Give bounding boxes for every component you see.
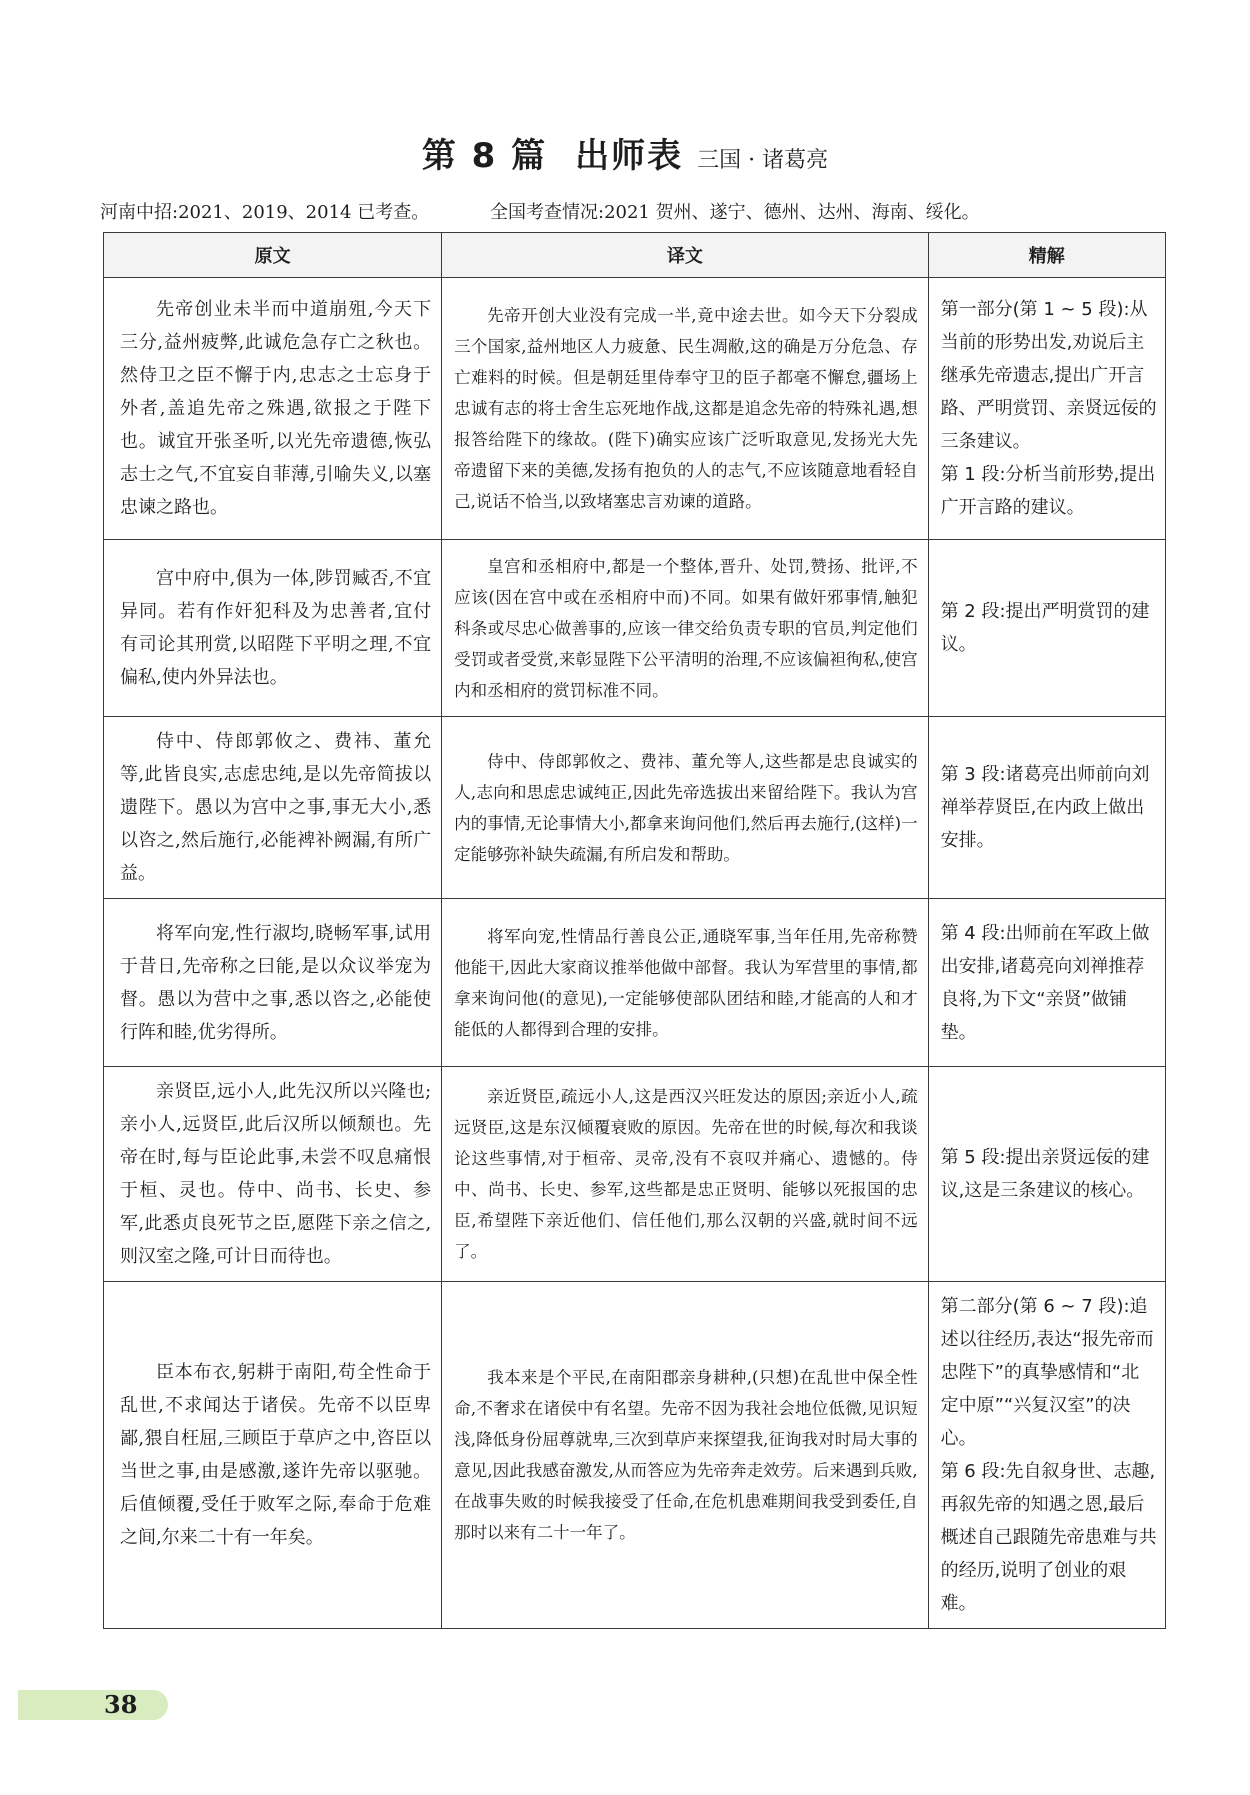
table-row (104, 540, 1166, 717)
essay-title: 出师表 (575, 136, 684, 176)
header-notes: 精解 (928, 233, 1165, 278)
original-text: 侍中、侍郎郭攸之、费祎、董允等,此皆良实,志虑忠纯,是以先帝简拔以遗陛下。愚以为宫中之事,事无大小,悉以咨之,然后施行,必能裨补阙漏,有所广益。 (104, 717, 442, 899)
notes-cell (928, 1282, 1165, 1629)
note-text: 第 2 段:提出严明赏罚的建议。 (940, 601, 1150, 655)
exam-info-henan: 河南中招:2021、2019、2014 已考查。 (100, 202, 430, 223)
table-row (104, 1067, 1166, 1282)
essay-author: 三国 · 诸葛亮 (697, 148, 829, 173)
table-row (104, 899, 1166, 1067)
table-row (104, 717, 1166, 899)
note-text: 第 6 段:先自叙身世、志趣,再叙先帝的知遇之恩,最后概述自己跟随先帝患难与共的经历,说明了创业的艰难。 (940, 1461, 1157, 1614)
exam-info-national: 全国考查情况:2021 贺州、遂宁、德州、达州、海南、绥化。 (490, 202, 980, 223)
notes-cell (928, 278, 1165, 540)
translation-text: 皇宫和丞相府中,都是一个整体,晋升、处罚,赞扬、批评,不应该(因在宫中或在丞相府中而)不同。如果有做奸邪事情,触犯科条或尽忠心做善事的,应该一律交给负责专职的官员,判定他们受罚或者受赏,来彰显陛下公平清明的治理,不应该偏袒徇私,使宫内和丞相府的赏罚标准不同。 (442, 540, 928, 717)
note-text: 第 4 段:出师前在军政上做出安排,诸葛亮向刘禅推荐良将,为下文“亲贤”做铺垫。 (940, 922, 1150, 1043)
header-original: 原文 (104, 233, 442, 278)
translation-text: 将军向宠,性情品行善良公正,通晓军事,当年任用,先帝称赞他能干,因此大家商议推举他做中部督。我认为军营里的事情,都拿来询问他(的意见),一定能够使部队团结和睦,才能高的人和才能低的人都得到合理的安排。 (442, 899, 928, 1067)
translation-text: 亲近贤臣,疏远小人,这是西汉兴旺发达的原因;亲近小人,疏远贤臣,这是东汉倾覆衰败的原因。先帝在世的时候,每次和我谈论这些事情,对于桓帝、灵帝,没有不哀叹并痛心、遗憾的。侍中、尚书、长史、参军,这些都是忠正贤明、能够以死报国的忠臣,希望陛下亲近他们、信任他们,那么汉朝的兴盛,就时间不远了。 (442, 1067, 928, 1282)
chapter-number: 第 8 篇 (421, 136, 548, 176)
original-text: 亲贤臣,远小人,此先汉所以兴隆也;亲小人,远贤臣,此后汉所以倾颓也。先帝在时,每与臣论此事,未尝不叹息痛恨于桓、灵也。侍中、尚书、长史、参军,此悉贞良死节之臣,愿陛下亲之信之,则汉室之隆,可计日而待也。 (104, 1067, 442, 1282)
original-text: 宫中府中,俱为一体,陟罚臧否,不宜异同。若有作奸犯科及为忠善者,宜付有司论其刑赏,以昭陛下平明之理,不宜偏私,使内外异法也。 (104, 540, 442, 717)
notes-cell (928, 540, 1165, 717)
note-text: 第 3 段:诸葛亮出师前向刘禅举荐贤臣,在内政上做出安排。 (940, 764, 1150, 851)
header-translation: 译文 (442, 233, 928, 278)
original-text: 将军向宠,性行淑均,晓畅军事,试用于昔日,先帝称之曰能,是以众议举宠为督。愚以为营中之事,悉以咨之,必能使行阵和睦,优劣得所。 (104, 899, 442, 1067)
notes-cell (928, 899, 1165, 1067)
note-text: 第 5 段:提出亲贤远佞的建议,这是三条建议的核心。 (940, 1147, 1150, 1201)
page-number: 38 (104, 1690, 138, 1719)
note-text: 第二部分(第 6 ~ 7 段):追述以往经历,表达“报先帝而忠陛下”的真挚感情和“北定中原”“兴复汉室”的决心。 (940, 1296, 1154, 1449)
original-text: 臣本布衣,躬耕于南阳,苟全性命于乱世,不求闻达于诸侯。先帝不以臣卑鄙,猥自枉屈,三顾臣于草庐之中,咨臣以当世之事,由是感激,遂许先帝以驱驰。后值倾覆,受任于败军之际,奉命于危难之间,尔来二十有一年矣。 (104, 1282, 442, 1629)
notes-cell (928, 717, 1165, 899)
note-text: 第一部分(第 1 ~ 5 段):从当前的形势出发,劝说后主继承先帝遗志,提出广开言路、严明赏罚、亲贤远佞的三条建议。 (940, 299, 1157, 452)
notes-cell (928, 1067, 1165, 1282)
analysis-table (103, 232, 1166, 1629)
translation-text: 我本来是个平民,在南阳郡亲身耕种,(只想)在乱世中保全性命,不奢求在诸侯中有名望。先帝不因为我社会地位低微,见识短浅,降低身份屈尊就卑,三次到草庐来探望我,征询我对时局大事的意见,因此我感奋激发,从而答应为先帝奔走效劳。后来遇到兵败,在战事失败的时候我接受了任命,在危机患难期间我受到委任,自那时以来有二十一年了。 (442, 1282, 928, 1629)
page-number-badge (18, 1690, 168, 1720)
note-text: 第 1 段:分析当前形势,提出广开言路的建议。 (940, 464, 1156, 518)
table-row (104, 1282, 1166, 1629)
original-text: 先帝创业未半而中道崩殂,今天下三分,益州疲弊,此诚危急存亡之秋也。然侍卫之臣不懈于内,忠志之士忘身于外者,盖追先帝之殊遇,欲报之于陛下也。诚宜开张圣听,以光先帝遗德,恢弘志士之气,不宜妄自菲薄,引喻失义,以塞忠谏之路也。 (104, 278, 442, 540)
page-title (0, 128, 1250, 177)
table-header-row (104, 233, 1166, 278)
translation-text: 侍中、侍郎郭攸之、费祎、董允等人,这些都是忠良诚实的人,志向和思虑忠诚纯正,因此先帝选拔出来留给陛下。我认为宫内的事情,无论事情大小,都拿来询问他们,然后再去施行,(这样)一定能够弥补缺失疏漏,有所启发和帮助。 (442, 717, 928, 899)
table-row (104, 278, 1166, 540)
translation-text: 先帝开创大业没有完成一半,竟中途去世。如今天下分裂成三个国家,益州地区人力疲惫、民生凋敝,这的确是万分危急、存亡难料的时候。但是朝廷里侍奉守卫的臣子都毫不懈怠,疆场上忠诚有志的将士舍生忘死地作战,这都是追念先帝的特殊礼遇,想报答给陛下的缘故。(陛下)确实应该广泛听取意见,发扬光大先帝遗留下来的美德,发扬有抱负的人的志气,不应该随意地看轻自己,说话不恰当,以致堵塞忠言劝谏的道路。 (442, 278, 928, 540)
